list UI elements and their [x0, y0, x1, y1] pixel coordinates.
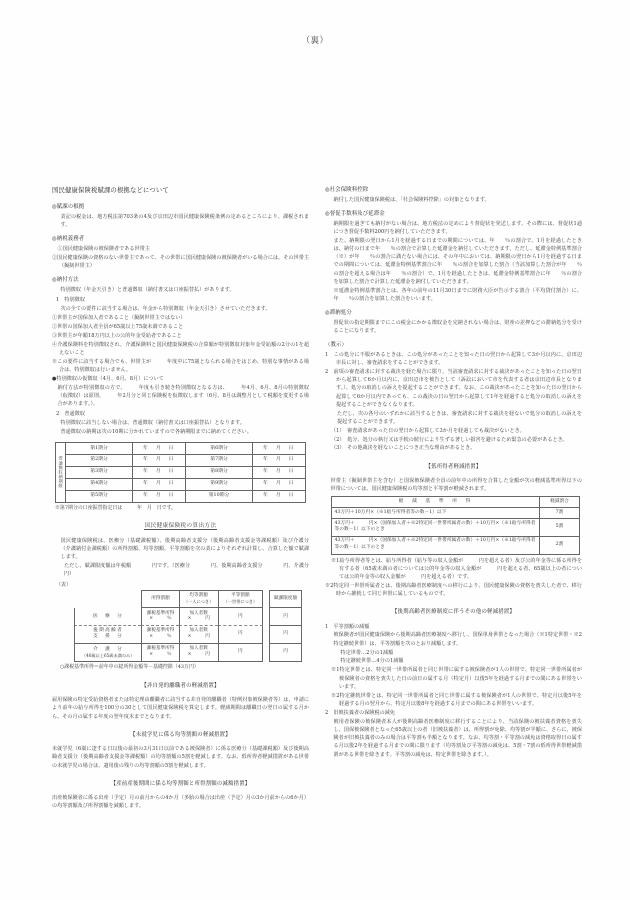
special-collection-heading: 1 特別徴収 [56, 297, 85, 304]
installment-label: 第4期分 [66, 479, 133, 490]
cell-nursing-per-person-line1: 加入者数 [189, 646, 208, 652]
calculation-table-label: （表） [56, 581, 72, 588]
koki-item2-body: 被用者保険の被保険者本人が後期高齢者医療制度に移行することにより、当該保険の被扶養者資格を喪失し、国保被保険者となった65歳以上の者（旧被扶養者）は、所得割が免除、均等割が半額に、さらに、被保険者が旧被扶養者のみの場合は平等割も半額となります。なお、均等割・平等割の減免は資格取得日の属する月以後2年を経過する月までの間に限ります（均等割及び平等割の減免は、5割・7割の低所得世帯軽減措置がある世帯を除きます。平等割の減免は、特定世帯を除きます。）。 [333, 718, 582, 758]
demand-fee-body-1: 納期限を過ぎても納付がない場合は、地方税法の定めにより督促状を発送します。その際には、督促状1通につき督促手数料200円を納付していただきます。 [333, 220, 582, 235]
preschool-reduction-title: 【未就学児に係る均等割額の軽減措置】 [130, 731, 231, 738]
row-label-elderly-support-line2: 支 援 分 [93, 634, 124, 640]
section-delinquency-heading: ◎滞納処分 [325, 309, 352, 316]
ordinary-collection-heading: 2 普通徴収 [56, 411, 85, 418]
header-per-person-sub: （一人につき） [184, 599, 214, 605]
legal-instruction-sub-1: （1） 審査請求があった日の翌日から起算して3か月を経過しても裁決がないとき。 [331, 427, 525, 434]
installment-value: 年 月 日 [263, 469, 296, 475]
maternity-reduction-title: 【産前産後期間に係る均等割額と所得割額の減額措置】 [110, 780, 251, 787]
section-demand-fee-heading: ◎督促手数料及び延滞金 [325, 210, 385, 217]
calculation-table-header-row [74, 590, 302, 608]
cell-nursing-income-line1: 課税基準所得 [146, 646, 175, 652]
delinquency-body: 督促状の指定期限までにこの税金にかかる徴収金を完納されない場合は、財産の差押などの滞納処分を受けることになります。 [333, 319, 582, 334]
calculation-method-title-text: 国民健康保険税の算出方法 [144, 522, 217, 529]
low-income-reduction-table [331, 496, 580, 555]
low-income-reduction-intro: 世帯主（擬制世帯主を含む）と国保被保険者全員の前年中の所得を合算した金額が次の軽減基準所得以下の世帯については、国民健康保険税の均等割と平等割が軽減されます。 [330, 477, 582, 493]
section-legal-instruction [325, 341, 582, 453]
koki-item1-body: 被保険者が国民健康保険から後期高齢者医療制度へ移行し、国保単身世帯となった場合（※1特定世帯・※2特定継続世帯）は、平等割額を次のとおり減額します。 [333, 632, 582, 647]
table-row [332, 536, 580, 554]
page-title: 国民健康保険税賦課の根拠などについて [52, 187, 169, 194]
special-collection-item-1: ①世帯主が国保加入者であること（擬制世帯主ではない） [52, 314, 186, 321]
section-social-insurance-deduction [325, 186, 582, 204]
installment-label: 第2期分 [66, 455, 133, 466]
reduction-table-header-row [332, 496, 580, 507]
cell-elderly-income [141, 626, 178, 644]
section-delinquency-disposition [325, 309, 582, 335]
reduction-rate: 5割 [540, 518, 580, 536]
section-payment-method [52, 276, 309, 437]
calculation-table [74, 590, 302, 662]
cell-nursing-limit: 円 [269, 644, 302, 662]
installment-label: 第5期分 [66, 491, 133, 502]
special-collection-item-3: ③世帯主が年額18万円以上の公的年金受給者であること [52, 332, 182, 339]
installment-value: 年 月 日 [133, 467, 186, 478]
installment-label: 第7期分 [186, 455, 253, 466]
table-row [74, 626, 302, 644]
legal-instruction-sub-2: （2） 処分、処分の執行又は手続の続行により生ずる著しい損害を避けるため緊急の必要があるとき。 [331, 436, 568, 443]
installment-label: 第6期分 [186, 443, 253, 454]
row-label-elderly-support-line1: 後期高齢者 [93, 628, 124, 634]
ordinary-collection-line-2: 普通徴収の納期は次の10期に分かれていますので各納期限までに納めてください。 [60, 429, 252, 436]
cell-medical-income-line1: 課税基準所得 [146, 610, 175, 616]
table-row [74, 608, 302, 626]
table-row [332, 507, 580, 518]
koki-other-reduction-title: 【後期高齢者医療制度に伴うその他の軽減措置】 [392, 609, 515, 616]
cell-medical-income-line2: × ％ [149, 616, 172, 622]
reduction-rate: 2割 [540, 536, 580, 554]
installment-table-side-label [56, 443, 66, 502]
koki-item1-bullet-2: 特定継続世帯…4分の1減額 [340, 658, 404, 665]
demand-fee-body-3: ※延滞金特例基準割合とは、各年の前年の11月30日までに財務大臣が告示する割合（平均貸付割合）に、年 ％の割合を加算した割合をいいます。 [333, 287, 582, 303]
cell-medical-limit: 円 [269, 608, 302, 626]
reduction-header-condition: 軽 減 基 準 所 得 [332, 496, 540, 507]
section-demand-fee-and-late-charge [325, 210, 582, 304]
installment-value: 年 月 日 [133, 443, 186, 454]
legal-instruction-proviso: ただし、次の各号のいずれかに該当するときは、審査請求に対する裁決を経ないで処分の取消しの訴えを提起することができます。 [337, 410, 582, 425]
special-collection-item-2: ②世帯の国保加入者全員が65歳以上75歳未満であること [52, 323, 184, 330]
header-per-household-main: 平等割額 [231, 593, 250, 599]
low-income-reduction-title: 【低所得者軽減措置】 [425, 463, 482, 470]
koki-item1-note-2: ※2特定継続世帯とは、特定同一世帯所属者と同じ世帯に属する被保険者が1人の世帯で、特定月以後5年を経過する月の翌月から、特定月以後8年を経過する月までの間にある世帯をいいます。 [331, 692, 582, 707]
cell-nursing-per-household: 円 [218, 644, 263, 662]
koki-item1-heading: 1 平等割額の減額 [325, 623, 370, 630]
cell-elderly-income-line1: 課税基準所得 [146, 628, 175, 634]
legal-instruction-sub-3: （3） その他裁決を経ないことにつき正当な理由があるとき。 [331, 445, 476, 452]
row-label-nursing-care-line2: （40歳以上65歳未満のみ） [81, 652, 135, 658]
maternity-reduction-body: 出産被保険者に係る出産（予定）月の前月からの4か月（多胎の場合は出産（予定）月の3か月前からの6か月）の均等割額及び所得割額を減額します。 [52, 795, 309, 810]
cell-elderly-income-line2: × ％ [149, 634, 172, 640]
involuntary-unemployment-title: 【非自発的離職者の軽減措置】 [141, 682, 220, 689]
low-income-note-1: ※1給与所得者等とは、給与所得者（給与等の収入金額が 円を超える者）及び公的年金等に係る所得を有する者（65歳未満の者については公的年金等の収入金額が 円を超える者、65歳以上の者については公的年金等の収入金額が 円を超える者）です。 [331, 557, 582, 581]
cell-elderly-per-person-line1: 加入者数 [189, 628, 208, 634]
row-label-elderly-support [74, 626, 141, 644]
koki-item2-heading: 2 旧被扶養者の保険税の減免 [325, 709, 396, 716]
legal-instruction-item-1: 1 この処分に不服があるときは、この処分があったことを知った日の翌日から起算して3か月以内に、京田辺市長に対し、審査請求をすることができます。 [325, 351, 582, 366]
table-row [66, 479, 305, 491]
cell-nursing-per-person [179, 644, 218, 662]
section-basis-body: 表記の税金は、地方税法第703条の4及び京田辺市国民健康保険税条例の定めるところにより、課税されます。 [60, 214, 309, 229]
legal-instruction-heading: （教示） [325, 341, 347, 348]
cell-medical-income [141, 608, 178, 626]
section-taxpayer-heading: ◎納税義務者 [52, 236, 85, 243]
installment-value: 年 月 日 [263, 457, 296, 463]
koki-item1-note-1: ※1特定世帯とは、特定同一世帯所属者と同じ世帯に属する被保険者が1人の世帯で、特定同一世帯所属者が被保険者の資格を喪失した日の前日の属する月（特定月）以後5年を経過する月までの間にある世帯をいいます。 [331, 667, 582, 690]
calculation-method-title [52, 522, 309, 531]
table-row [66, 467, 305, 479]
two-column-body [52, 186, 582, 811]
cell-elderly-per-person-line2: × 円 [187, 634, 210, 640]
section-payment-method-heading: ◎納付方法 [52, 276, 79, 283]
calculation-table-note: ○課税基準所得＝前年中の総所得金額等－基礎控除（43万円） [60, 663, 199, 670]
table-row [74, 644, 302, 662]
row-label-nursing-care [74, 644, 141, 662]
cell-elderly-per-person [179, 626, 218, 644]
cell-medical-per-person [179, 608, 218, 626]
header-income-levy: 所得割額 [141, 590, 178, 608]
cell-medical-per-household: 円 [218, 608, 263, 626]
cell-medical-per-person-line1: 加入者数 [189, 610, 208, 616]
header-per-household-levy [218, 590, 263, 608]
provisional-collection-heading: ●特別徴収の仮徴収（4月、6月、8月）について [52, 375, 164, 382]
reduction-rate: 7割 [540, 507, 580, 518]
installment-side-label-text: 普通徴収納期限 [58, 456, 64, 489]
table-row [66, 455, 305, 467]
installment-value: 年 月 日 [263, 481, 296, 487]
legal-instruction-item-2: 2 前項の審査請求に対する裁決を経た場合に限り、当該審査請求に対する裁決があったことを知った日の翌日から起算して6か月以内に、京田辺市を被告として（訴訟において市を代表する者は京田辺市長となります。）、処分の取消しの訴えを提起することができます。なお、この裁決があったことを知った日の翌日から起算して6か月以内であっても、この裁決の日の翌日から起算して1年を経過すると処分の取消しの訴えを提起することができなくなります。 [325, 368, 582, 408]
taxpayer-item-2: ②国民健康保険の資格のない世帯主であって、その世帯に国民健康保険の被保険者がいる場合には、その世帯主（擬制世帯主） [52, 254, 309, 270]
section-basis-heading: ◎賦課の根拠 [52, 204, 85, 211]
installment-value: 年 月 日 [133, 479, 186, 490]
installment-table-note: ※第7期分の口座振替指定日は 年 月 日です。 [55, 504, 177, 511]
section-basis [52, 203, 309, 229]
cell-medical-per-person-line2: × 円 [187, 616, 210, 622]
row-label-medical: 医 療 分 [74, 608, 141, 626]
header-per-person-main: 均等割額 [189, 593, 208, 599]
demand-fee-body-2: また、納期限の翌日から1月を経過する日までの期間については、年 ％の割合で、1月を経過したときは、納付の日まで年 ％の割合で計算した延滞金を納付していただきます。ただし、延滞金特例基準割合（※）が年 ％の割合に満たない場合には、その年中においては、納期限の翌日から1月を経過する日までの期間については、延滞金特例基準割合に年 ％の割合を加算した割合（当該加算した割合が年 ％の割合を超える場合は年 ％の割合）で、1月を経過したときは、延滞金特例基準割合に年 ％の割合を加算した割合で計算した延滞金を納付していただきます。 [333, 237, 582, 285]
cell-nursing-income [141, 644, 178, 662]
reduction-condition: 43万円＋10万円×（※1給与所得者等の数－1）以下 [332, 507, 540, 518]
installment-value: 年 月 日 [263, 493, 296, 499]
left-column [52, 186, 330, 811]
header-per-person-levy [179, 590, 218, 608]
social-insurance-deduction-body: 納付した国民健康保険税は、「社会保険料控除」の対象となります。 [333, 196, 490, 203]
installment-value: 年 月 日 [263, 445, 296, 451]
header-levy-limit: 賦課限度額 [269, 590, 302, 608]
installment-value: 年 月 日 [133, 455, 186, 466]
preschool-reduction-body: 未就学児（6歳に達する日以後の最初の3月31日以前である被保険者）に係る医療分（基礎課税額）及び後期高齢者支援分（後期高齢者支援金等課税額）の均等割額の5割を軽減します。なお、低所得者軽減措置がある世帯の未就学児の場合は、適用後の残りの均等割額の5割を軽減します。 [52, 746, 309, 769]
installment-value: 年 月 日 [133, 491, 186, 502]
special-collection-item-4: ④介護保険料を特別徴収され、介護保険料と国民健康保険税の合算額が特別徴収対象年金受給額の2分の1を超えないこと [52, 341, 309, 356]
installment-label: 第9期分 [186, 479, 253, 490]
installment-label: 第10期分 [186, 491, 253, 502]
special-collection-intro: 次の全ての要件に該当する場合は、年金から特別徴収（年金天引き）させていただきます。 [60, 306, 271, 313]
reduction-condition: 43万円＋ 円×（国保加入者＋※2特定同一世帯所属者の数）＋10万円×（※1給与所得者等の数－1）以下のとき [332, 518, 540, 536]
row-label-nursing-care-line1: 介 護 分 [93, 646, 124, 652]
calculation-limit-line: ただし、賦課限度額は年税額 円です。（医療分 円、後期高齢者支援分 円、介護分 円） [64, 563, 330, 578]
taxpayer-item-1: ①国民健康保険の被保険者である世帯主 [57, 246, 150, 253]
installment-label: 第3期分 [66, 467, 133, 478]
low-income-note-2: ※2特定同一世帯所属者とは、後期高齢者医療制度への移行により、国民健康保険の資格を喪失した者で、移行時から継続して同じ世帯に属しているものです。 [325, 582, 582, 598]
cell-elderly-per-household: 円 [218, 626, 263, 644]
table-row [66, 491, 305, 502]
installment-table-grid [66, 443, 305, 502]
koki-item1-bullet-1: 特定世帯…2分の1減額 [340, 649, 394, 656]
calculation-intro: 国民健康保険税は、医療分（基礎課税額）、後期高齢者支援分（後期高齢者支援金等課税額）及び介護分（介護納付金課税額）の所得割額、均等割額、平等割額を次の表によりそれぞれ計算し、合算した額で賦課します。 [60, 537, 309, 561]
page-side-marker: （裏） [301, 36, 329, 46]
installment-due-date-table [55, 442, 306, 503]
reduction-header-rate: 軽減割合 [540, 496, 580, 507]
section-taxpayer [52, 235, 309, 270]
cell-nursing-per-person-line2: × 円 [187, 652, 210, 658]
table-row [66, 443, 305, 455]
table-row [332, 518, 580, 536]
header-per-household-sub: （一世帯につき） [223, 599, 258, 605]
cell-nursing-income-line2: × ％ [149, 652, 172, 658]
section-social-insurance-deduction-heading: ◎社会保険料控除 [325, 187, 369, 193]
involuntary-unemployment-body: 雇用保険の特定受給資格者または特定理由離職者に該当する非自発的離職者（特例対象被保険者等）は、申請により前年の給与所得を100分の30として国民健康保険税を算定します。軽減期間は離職日の翌日の属する月から、その月の属する年度の翌年度末までとなります。 [52, 697, 309, 720]
installment-label: 第1期分 [66, 443, 133, 454]
payment-method-intro: 特別徴収（年金天引き）と普通徴収（納付書又は口座振替払）があります。 [60, 286, 235, 293]
provisional-collection-body: 納付方法が特別徴収の方で、 年度も引き続き特別徴収となる方は、 年4月、6月、8月の特別徴収（仮徴収）は原則、 年2月分と同じ保険税を仮徴収します（6月、8月は調整月として税額を変更する場合があります。）。 [57, 384, 309, 408]
special-collection-note: ※この要件に該当する場合でも、世帯主が 年度中に75歳となられる場合をはじめ、特別な事情がある場合は、特別徴収は行いません。 [52, 358, 309, 373]
header-spacer [74, 590, 141, 608]
ordinary-collection-line-1: 特別徴収に該当しない場合は、普通徴収（納付書又は口座振替払）となります。 [60, 420, 245, 427]
reduction-condition: 43万円＋ 円×（国保加入者＋※2特定同一世帯所属者の数）＋10万円×（※1給与所得者等の数－1）以下のとき [332, 536, 540, 554]
right-column [325, 186, 582, 759]
cell-elderly-limit: 円 [269, 626, 302, 644]
installment-label: 第8期分 [186, 467, 253, 478]
